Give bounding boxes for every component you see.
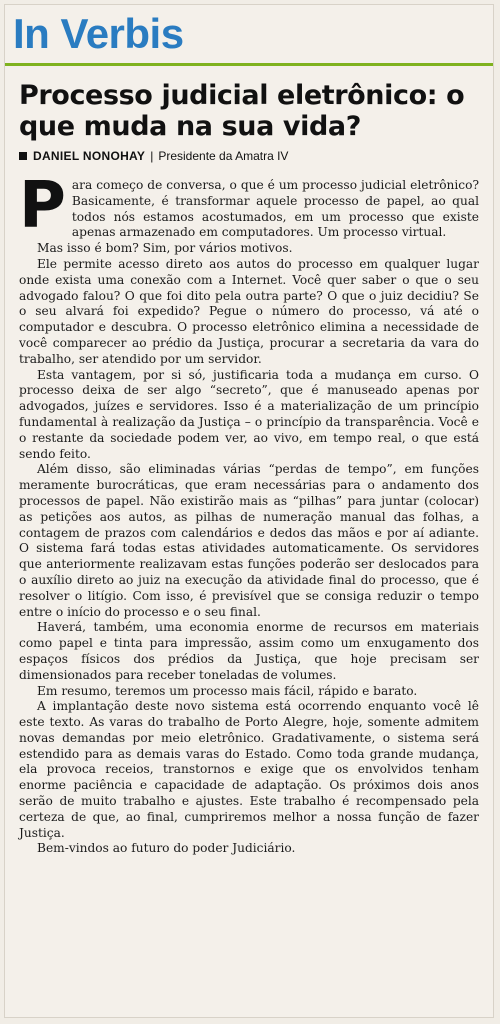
paragraph-text: ara começo de conversa, o que é um processo judicial eletrônico? Basicamente, é transformar aquele processo de papel, ao qual todos nós estamos acostumados, em um processo que existe apenas armazenado em computadores. Um processo virtual. — [71, 178, 479, 240]
byline — [19, 148, 479, 164]
section-header — [5, 5, 493, 66]
newspaper-clipping — [4, 4, 494, 1018]
paragraph: Além disso, são eliminadas várias “perdas de tempo”, em funções meramente burocráticas, que eram necessárias para o andamento dos processos de papel. Não existirão mais as “pilhas” para juntar (colocar) as petições aos autos, as pilhas de numeração manual das folhas, a contagem de prazos com calendários e dedos das mãos e por aí adiante. O sistema fará todas estas atividades automaticamente. Os servidores que anteriormente realizavam estas funções poderão ser deslocados para o auxílio direto ao juiz na execução da atividade final do processo, que é resolver o litígio. Com isso, é previsível que se consiga reduzir o tempo entre o início do processo e o seu final. — [19, 462, 479, 619]
section-title: In Verbis — [13, 10, 184, 57]
paragraph: Bem-vindos ao futuro do poder Judiciário. — [37, 841, 296, 856]
bullet-square-icon — [19, 152, 27, 160]
paragraph: Ele permite acesso direto aos autos do processo em qualquer lugar onde exista uma conexão com a Internet. Você quer saber o que o seu advogado falou? O que foi dito pela outra parte? O que o juiz decidiu? Se o seu alvará foi expedido? Pegue o número do processo, vá até o computador e descubra. O processo eletrônico elimina a necessidade de você comparecer ao prédio da Justiça, procurar a secretaria da vara do trabalho, ser atendido por um servidor. — [19, 256, 479, 366]
author-name: DANIEL NONOHAY — [33, 149, 146, 163]
paragraph — [19, 169, 479, 243]
byline-separator: | — [150, 149, 154, 163]
paragraph: A implantação deste novo sistema está ocorrendo enquanto você lê este texto. As varas do trabalho de Porto Alegre, hoje, somente admitem novas demandas por meio eletrônico. Gradativamente, o sistema será estendido para as demais varas do Estado. Como toda grande mudança, ela provoca receios, transtornos e exige que os envolvidos tenham enorme paciência e capacidade de adaptação. Os próximos dois anos serão de muito trabalho e ajustes. Este trabalho é recompensado pela certeza de que, ao final, cumpriremos melhor a nossa função de fazer Justiça. — [19, 699, 479, 840]
author-role: Presidente da Amatra IV — [158, 149, 289, 163]
paragraph: Haverá, também, uma economia enorme de recursos em materiais como papel e tinta para impressão, assim como um enxugamento dos espaços físicos dos prédios da Justiça, que hoje precisam ser dimensionados para receber toneladas de volumes. — [19, 620, 479, 682]
drop-cap: P — [19, 169, 66, 243]
article-headline: Processo judicial eletrônico: o que muda na sua vida? — [19, 80, 465, 142]
paragraph: Mas isso é bom? Sim, por vários motivos. — [37, 241, 293, 256]
article-body — [19, 169, 479, 857]
paragraph: Esta vantagem, por si só, justificaria toda a mudança em curso. O processo deixa de ser algo “secreto”, que é manuseado apenas por advogados, juízes e servidores. Isso é a materialização de um princípio fundamental à realização da Justiça – o princípio da transparência. Você e o restante da sociedade podem ver, ao vivo, em tempo real, o que está sendo feito. — [19, 367, 479, 461]
paragraph: Em resumo, teremos um processo mais fácil, rápido e barato. — [37, 683, 418, 698]
